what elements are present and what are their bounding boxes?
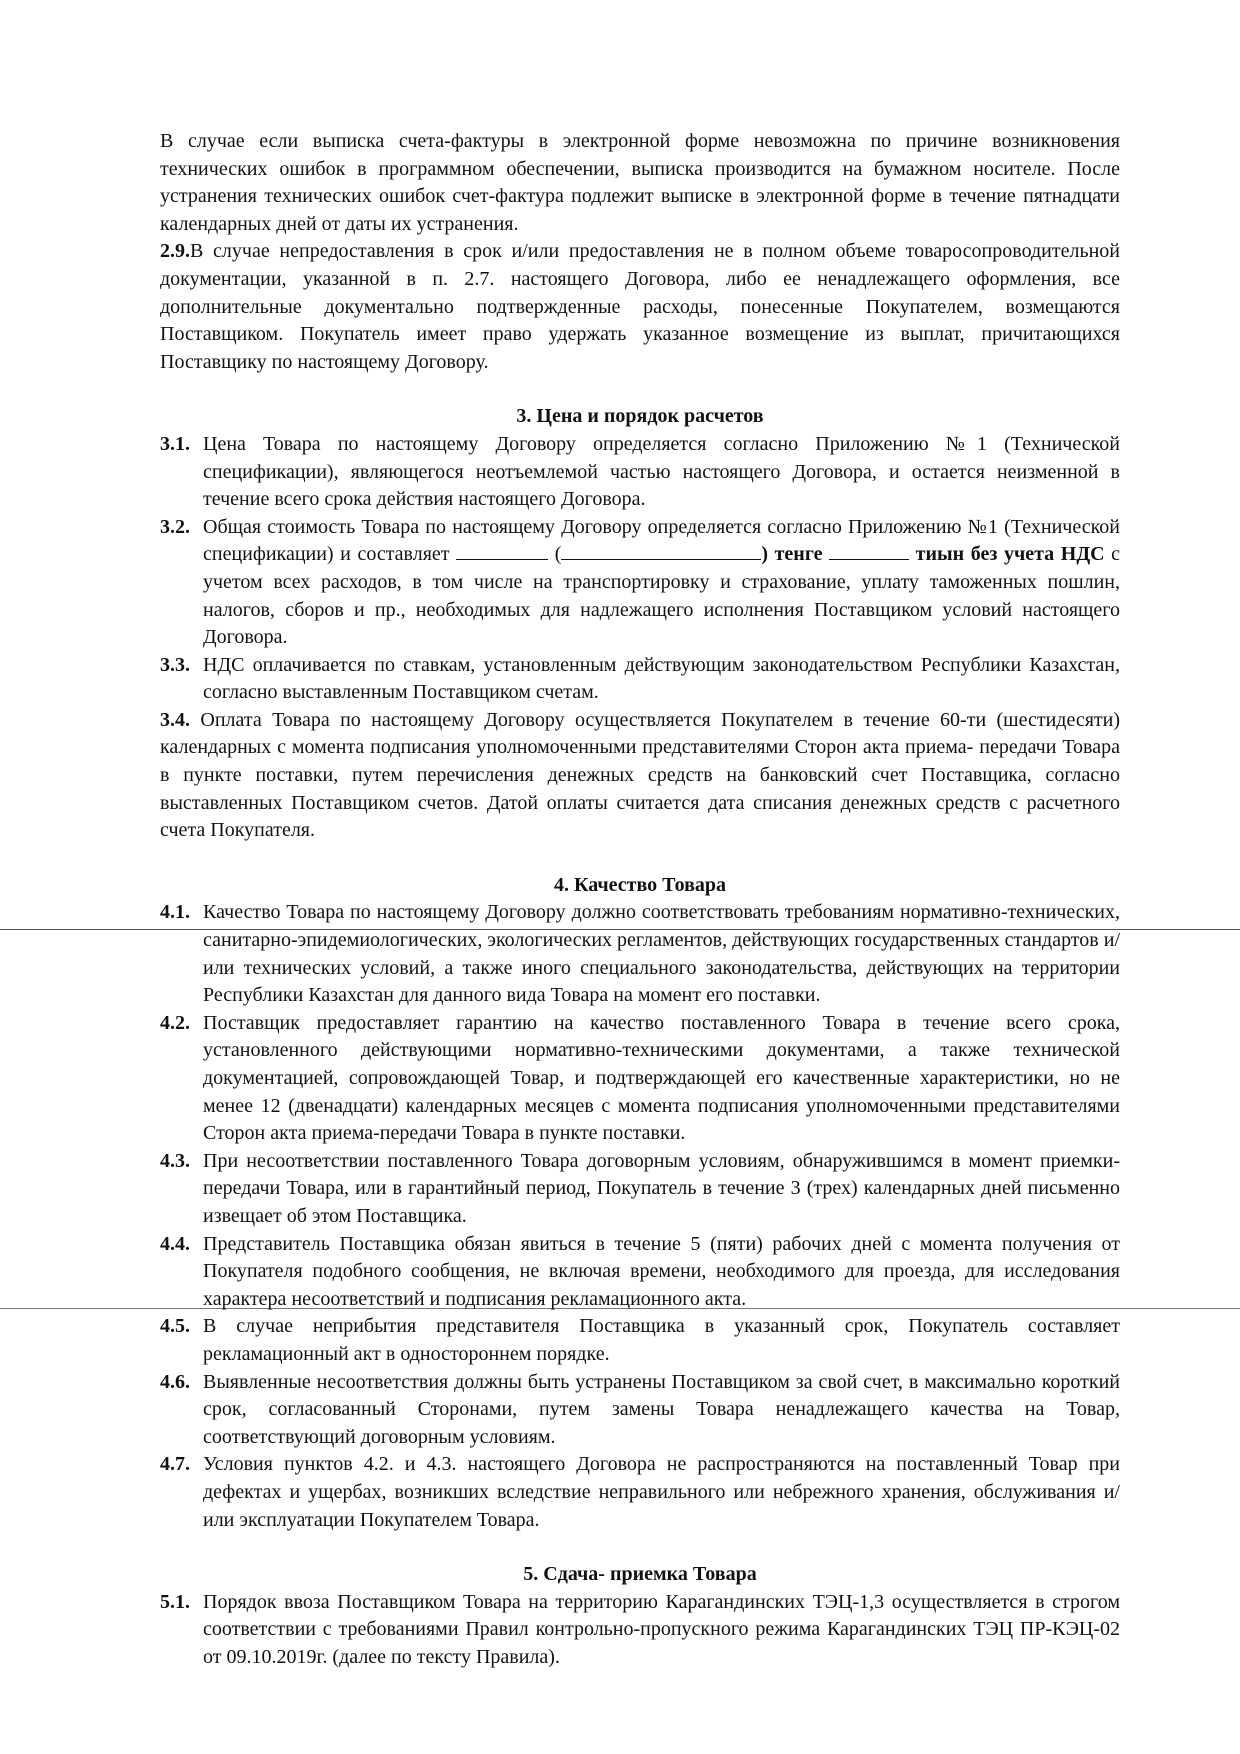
amount-blank bbox=[456, 541, 548, 560]
clause-text: Цена Товара по настоящему Договору определяется согласно Приложению №1 (Технической спецификации), являющегося неотъемлемой частью настоящего Договора, и остается неизменной в течение всего срока действия настоящего Договора. bbox=[203, 432, 1120, 511]
clause-number: 4.4. bbox=[160, 1232, 190, 1255]
clause-4-2 bbox=[160, 1010, 1120, 1148]
clause-text: Оплата Товара по настоящему Договору осуществляется Покупателем в течение 60-ти (шестидесяти) календарных с момента подписания уполномоченными представителями Сторон акта приема- передачи Товара в пункте поставки, путем перечисления денежных средств на банковский счет Поставщика, согласно выставленных Поставщиком счетов. Датой оплаты считается дата списания денежных средств с расчетного счета Покупателя. bbox=[160, 708, 1121, 842]
section-3-title: 3. Цена и порядок расчетов bbox=[516, 405, 764, 428]
paren-open: ( bbox=[554, 543, 562, 566]
tenge-label: ) тенге bbox=[761, 543, 823, 566]
clause-3-3 bbox=[160, 652, 1120, 707]
clause-4-4 bbox=[160, 1231, 1120, 1314]
clause-text: Порядок ввоза Поставщиком Товара на территорию Карагандинских ТЭЦ-1,3 осуществляется в строгом соответствии с требованиями Правил контрольно-пропускного режима Карагандинских ТЭЦ ПР-КЭЦ-02 от 09.10.2019г. (далее по тексту Правила). bbox=[203, 1590, 1120, 1668]
clause-number: 4.5. bbox=[160, 1315, 190, 1338]
clause-number: 3.1. bbox=[160, 432, 190, 455]
clause-text-continued: с учетом всех расходов, в том числе на транспортировку и страхование, уплату таможенных пошлин, налогов, сборов и пр., необходимых для надлежащего исполнения Поставщиком условий настоящего Договора. bbox=[203, 543, 1120, 649]
intro-paragraph: В случае если выписка счета-фактуры в электронной форме невозможна по причине возникновения технических ошибок в программном обеспечении, выписка производится на бумажном носителе. После устранения технических ошибок счет-фактура подлежит выписке в электронной форме в течение пятнадцати календарных дней от даты их устранения. bbox=[160, 130, 1120, 235]
clause-number: 4.2. bbox=[160, 1011, 190, 1034]
clause-number: 3.2. bbox=[160, 515, 190, 538]
section-4-title: 4. Качество Товара bbox=[553, 873, 727, 896]
clause-4-5 bbox=[160, 1313, 1120, 1368]
clause-3-2 bbox=[160, 514, 1120, 652]
clause-4-7 bbox=[160, 1451, 1120, 1534]
clause-text: Условия пунктов 4.2. и 4.3. настоящего Договора не распространяются на поставленный Товар при дефектах и ущербах, возникших вследствие неправильного или небрежного хранения, обслуживания и/или эксплуатации Покупателем Товара. bbox=[203, 1453, 1120, 1531]
clause-number: 4.3. bbox=[160, 1149, 190, 1172]
clause-4-6 bbox=[160, 1369, 1120, 1452]
clause-number: 4.7. bbox=[160, 1453, 190, 1476]
clause-text: Представитель Поставщика обязан явиться в течение 5 (пяти) рабочих дней с момента получения от Покупателя подобного сообщения, не включая времени, необходимого для проезда, для исследования характера несоответствий и подписания рекламационного акта. bbox=[203, 1232, 1120, 1310]
clause-number: 4.1. bbox=[160, 901, 190, 924]
clause-text: В случае непредоставления в срок и/или предоставления не в полном объеме товаросопроводительной документации, указанной в п. 2.7. настоящего Договора, либо ее ненадлежащего оформления, все дополнительные документально подтвержденные расходы, понесенные Покупателем, возмещаются Поставщиком. Покупатель имеет право удержать указанное возмещение из выплат, причитающихся Поставщику по настоящему Договору. bbox=[160, 240, 1120, 373]
clause-text: НДС оплачивается по ставкам, установленным действующим законодательством Республики Казахстан, согласно выставленным Поставщиком счетам. bbox=[203, 653, 1120, 704]
clause-text: При несоответствии поставленного Товара договорным условиям, обнаружившимся в момент приемки-передачи Товара, или в гарантийный период, Покупатель в течение 3 (трех) календарных дней письменно извещает об этом Поставщика. bbox=[203, 1149, 1120, 1227]
clause-2-9 bbox=[160, 238, 1120, 376]
clause-text: В случае неприбытия представителя Поставщика в указанный срок, Покупатель составляет рекламационный акт в одностороннем порядке. bbox=[203, 1315, 1120, 1365]
section-5-title: 5. Сдача- приемка Товара bbox=[523, 1563, 757, 1586]
clause-4-1 bbox=[160, 899, 1120, 1009]
clause-number: 5.1. bbox=[160, 1590, 190, 1613]
document-page bbox=[160, 128, 1120, 1671]
clause-text: Выявленные несоответствия должны быть устранены Поставщиком за свой счет, в максимально короткий срок, согласованный Сторонами, путем замены Товара ненадлежащего качества на Товар, соответствующий договорным условиям. bbox=[203, 1370, 1120, 1448]
clause-text: Общая стоимость Товара по настоящему Договору определяется согласно Приложению №1 (Технической спецификации) и составляет bbox=[203, 515, 1120, 566]
clause-number: 3.3. bbox=[160, 653, 190, 676]
clause-3-4 bbox=[160, 707, 1120, 845]
clause-3-1 bbox=[160, 431, 1120, 514]
clause-number: 2.9. bbox=[160, 240, 190, 263]
clause-text: Поставщик предоставляет гарантию на качество поставленного Товара в течение всего срока, установленного действующими нормативно-техническими документами, а также технической документацией, сопровождающей Товар, и подтверждающей его качественные характеристики, но не менее 12 (двенадцати) календарных месяцев с момента подписания уполномоченными представителями Сторон акта приема-передачи Товара в пункте поставки. bbox=[203, 1011, 1120, 1145]
clause-number: 3.4. bbox=[160, 708, 190, 731]
tiyn-blank bbox=[829, 541, 909, 560]
clause-5-1 bbox=[160, 1589, 1120, 1672]
amount-words-blank bbox=[561, 541, 761, 560]
clause-4-3 bbox=[160, 1148, 1120, 1231]
clause-number: 4.6. bbox=[160, 1370, 190, 1393]
tiyn-label: тиын без учета НДС bbox=[915, 543, 1105, 566]
clause-text: Качество Товара по настоящему Договору должно соответствовать требованиям нормативно-технических, санитарно-эпидемиологических, экологических регламентов, действующих государственных стандартов и/или технических условий, а также иного специального законодательства, действующих на территории Республики Казахстан для данного вида Товара на момент его поставки. bbox=[203, 901, 1120, 1007]
